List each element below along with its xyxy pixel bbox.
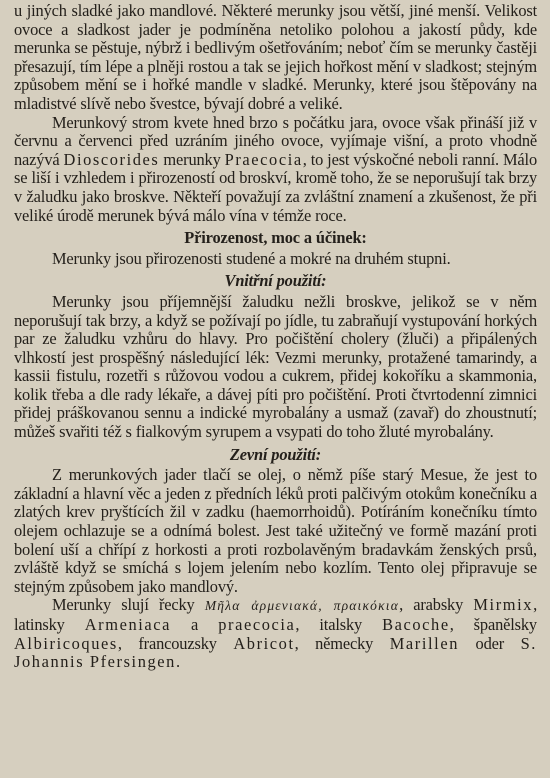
paragraph-nature: Merunky jsou přirozenosti studené a mokré na druhém stupni. bbox=[52, 248, 451, 268]
text-span: . bbox=[175, 652, 180, 672]
name-armeniaca: Armeniaca bbox=[84, 615, 172, 634]
name-marillen: Marillen bbox=[389, 633, 459, 653]
name-praecocia-lat: praecocia bbox=[218, 615, 296, 634]
text-span: Merunkový strom kvete hned brzo s počátku jara, ovoce však přináší již v červnu a červenci před uzráním jiného ovoce, vyjímaje višní, a proto vhodně nazývá bbox=[14, 112, 537, 169]
text-span: oder bbox=[459, 633, 521, 653]
name-albiricoques: Albiricoques bbox=[14, 633, 118, 653]
text-span: , francouzsky bbox=[117, 633, 234, 653]
name-praecocia: Praecocia bbox=[224, 149, 303, 169]
text-span: , německy bbox=[294, 633, 390, 653]
paragraph-internal-use: Merunky jsou příjemnější žaludku nežli broskve, jelikož se v něm neporušují tak brzy, a když se požívají po jídle, tu zabraňují vystupování horkých par ze žaludku vzhůru do hlavy. Pro počištění cholery (žluči) a připálených vlhkostí jest prospěšný následující lék: Vezmi merunky, protažené tamarindy, a kassii fistulu, rozetři s růžovou vodou a cukrem, přidej kokoříku a skammonia, kolik třeba a dle rady lékaře, a dávej píti pro počištění. Proti čtvrtodenní zimnici přidej práškovanou sennu a indické myrobalány a usmaž (zavař) do zhoustnutí; můžeš svařiti též s fialkovým syrupem a vsypati do toho žluté myrobalány. bbox=[14, 291, 537, 442]
paragraph-varieties: u jiných sladké jako mandlové. Některé merunky jsou větší, jiné menší. Velikost ovoce a sladkost jader je podmíněna netoliko polohou a jakostí půdy, kde merunka se pěstuje, nýbrž i bedlivým ošetřováním; neboť čím se merunky častěji přesazují, tím lépe a plněji rostou a tak se jejich hořkost mění v sladkost; stejným způsobem mění se i hořké mandle v sladké. Merunky, které jsou štěpovány na mladistvé slívě nebo švestce, bývají dobré a veliké. bbox=[14, 1, 537, 113]
heading-external-use: Zevní použití: bbox=[229, 444, 322, 464]
paragraph-names bbox=[14, 596, 537, 671]
text-span: , španělsky bbox=[449, 615, 537, 634]
text-span: , italsky bbox=[295, 615, 383, 634]
name-abricot: Abricot bbox=[233, 633, 295, 653]
text-span: , to jest výskočné neboli ranní. Málo se liší i vzhledem i přirozeností od broskví, kromě toho, že se neporušují tak brzy v žaludku jako broskve. Někteří považují za zvláštní znamení a zkušenost, že při veliké úrodě merunek bývá málo vína v témže roce. bbox=[14, 149, 537, 225]
heading-nature: Přirozenost, moc a účinek: bbox=[184, 228, 367, 248]
greek-name: Μῆλα ἀρμενιακά, πραικόκια bbox=[204, 598, 400, 614]
text-span: merunky bbox=[159, 149, 225, 169]
text-span: , latinsky bbox=[14, 595, 538, 634]
paragraph-blossoming bbox=[14, 114, 537, 226]
text-span: Merunky slují řecky bbox=[52, 595, 205, 615]
text-span: , arabsky bbox=[399, 595, 474, 615]
name-bacoche: Bacoche bbox=[382, 615, 450, 634]
paragraph-external-use: Z merunkových jader tlačí se olej, o němž píše starý Mesue, že jest to základní a hlavní věc a jeden z předních léků proti palčivým otokům konečníku a zlatých krev pryštících žil v zadku (haemorrhoidů). Potíráním konečníku tímto olejem ochlazuje se a odnímá bolest. Jest také užitečný ve formě mazání proti bolení uší a chřípí z horkosti a proti rozbolavěným bradavkám ženských prsů, zvláště když se smíchá s lojem jelením nebo kozlím. Tento olej připravuje se stejným způsobem jako mandlový. bbox=[14, 465, 537, 596]
name-mirmix: Mirmix bbox=[473, 595, 534, 615]
heading-internal-use: Vnitřní použití: bbox=[224, 271, 327, 291]
name-dioscorides: Dioscorides bbox=[63, 149, 160, 169]
text-span: a bbox=[171, 615, 219, 634]
name-johannis-pfersingen: S. Johannis Pfersingen bbox=[14, 633, 538, 672]
